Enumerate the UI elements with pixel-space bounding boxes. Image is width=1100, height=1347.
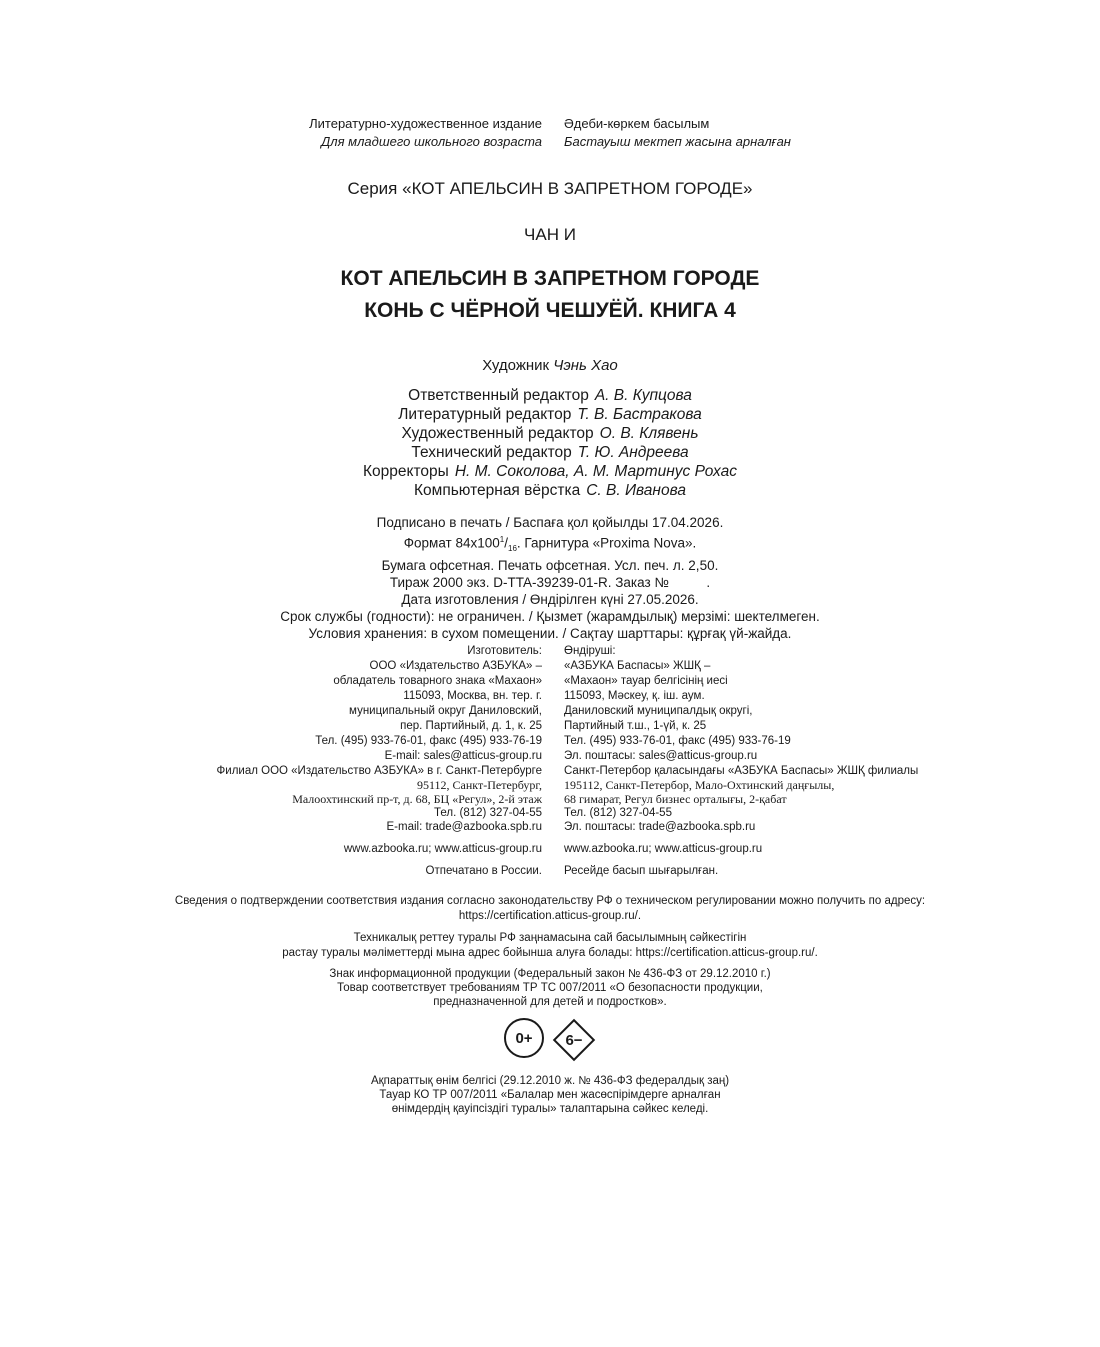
storage-conditions: Условия хранения: в сухом помещении. / Сақтау шарттары: құрғақ үй-жайда. bbox=[308, 626, 792, 642]
email-line: E-mail: sales@atticus-group.ru bbox=[384, 750, 542, 762]
credit-role: Компьютерная вёрстка bbox=[414, 482, 581, 499]
paper-line: Бумага офсетная. Печать офсетная. Усл. печ. л. 2,50. bbox=[381, 558, 719, 574]
websites-block bbox=[0, 842, 1100, 857]
credit-line bbox=[0, 424, 1100, 443]
address-line: 68 гимарат, Регул бизнес орталығы, 2-қабат bbox=[564, 792, 787, 806]
run-line: Тираж 2000 экз. D-TTA-39239-01-R. Заказ № . bbox=[389, 575, 711, 591]
sign-text: Тауар КО ТР 007/2011 «Балалар мен жасөспірімдерге арналған bbox=[379, 1089, 721, 1101]
address-line: Филиал ООО «Издательство АЗБУКА» в г. Санкт-Петербурге bbox=[216, 765, 542, 777]
address-line: Даниловский муниципалдық округі, bbox=[564, 705, 753, 717]
manufacturer-ru bbox=[0, 644, 564, 764]
address-line: Изготовитель: bbox=[467, 645, 542, 657]
format-suffix: . Гарнитура «Proxima Nova». bbox=[516, 535, 697, 551]
email-line: E-mail: trade@azbooka.spb.ru bbox=[386, 821, 542, 833]
address-line: Тел. (495) 933-76-01, факс (495) 933-76-19 bbox=[315, 735, 542, 747]
address-line: муниципальный округ Даниловский, bbox=[349, 705, 542, 717]
credit-name: С. В. Иванова bbox=[586, 482, 686, 499]
certification-kz bbox=[0, 931, 1100, 960]
manufacturer-kz bbox=[564, 644, 1100, 764]
credit-role: Корректоры bbox=[363, 463, 449, 480]
credit-role: Литературный редактор bbox=[398, 406, 572, 423]
book-title bbox=[0, 263, 1100, 327]
age-rating-circle-icon bbox=[504, 1018, 544, 1058]
certification-ru bbox=[0, 894, 1100, 923]
credit-line bbox=[0, 481, 1100, 500]
address-line: ООО «Издательство АЗБУКА» – bbox=[369, 660, 542, 672]
email-line: Эл. поштасы: sales@atticus-group.ru bbox=[564, 750, 758, 762]
address-line: пер. Партийный, д. 1, к. 25 bbox=[400, 720, 542, 732]
address-line: Тел. (495) 933-76-01, факс (495) 933-76-19 bbox=[564, 735, 791, 747]
edition-type-block bbox=[0, 115, 1100, 151]
service-life: Срок службы (годности): не ограничен. / Қызмет (жарамдылық) мерзімі: шектелмеген. bbox=[280, 609, 820, 625]
info-sign-ru bbox=[0, 967, 1100, 1009]
edition-type-line: Литературно-художественное издание bbox=[309, 116, 542, 131]
address-line: Санкт-Петербор қаласындағы «АЗБУКА Баспасы» ЖШҚ филиалы bbox=[564, 765, 919, 777]
phone-line: Тел. (812) 327-04-55 bbox=[434, 807, 542, 819]
website-link[interactable]: www.azbooka.ru; www.atticus-group.ru bbox=[343, 843, 542, 855]
credit-name: Чэнь Хао bbox=[553, 357, 618, 374]
sign-text: предназначенной для детей и подростков». bbox=[433, 996, 667, 1008]
credit-line bbox=[0, 462, 1100, 481]
cert-text: растау туралы мәліметтерді мына адрес бойынша алуға болады: https://certification.atticus-group.ru/. bbox=[282, 946, 818, 959]
edition-type-ru bbox=[0, 115, 564, 151]
printed-in-block bbox=[0, 864, 1100, 879]
cert-link[interactable]: https://certification.atticus-group.ru/. bbox=[458, 909, 642, 922]
credit-line bbox=[0, 443, 1100, 462]
format-line bbox=[0, 531, 1100, 557]
age-rating-label: 6− bbox=[565, 1031, 583, 1049]
edition-type-kz bbox=[564, 115, 1100, 151]
cert-text: Сведения о подтверждении соответствия издания согласно законодательству РФ о техническом регулировании можно получить по адресу: bbox=[174, 895, 926, 907]
age-group-line: Бастауыш мектеп жасына арналған bbox=[564, 134, 791, 149]
credit-name: Н. М. Соколова, А. М. Мартинус Рохас bbox=[454, 463, 737, 480]
address-line: 115093, Мәскеу, қ. іш. аум. bbox=[564, 690, 705, 702]
address-line: Өндіруші: bbox=[564, 645, 616, 657]
credit-name: О. В. Клявень bbox=[599, 425, 699, 442]
signed-date: Подписано в печать / Баспаға қол қойылды 17.04.2026. bbox=[376, 515, 724, 530]
format-numerator: 1 bbox=[499, 535, 505, 544]
credit-line bbox=[0, 405, 1100, 424]
printed-in: Ресейде басып шығарылған. bbox=[564, 865, 719, 877]
credit-role: Художественный редактор bbox=[401, 425, 594, 442]
sign-text: Знак информационной продукции (Федеральный закон № 436-ФЗ от 29.12.2010 г.) bbox=[329, 968, 771, 980]
print-info bbox=[0, 514, 1100, 642]
address-line: 95112, Санкт-Петербург, bbox=[417, 778, 542, 792]
credit-line bbox=[0, 386, 1100, 405]
age-rating-diamond-icon bbox=[552, 1018, 596, 1062]
edition-type-line: Әдеби-көркем басылым bbox=[564, 116, 710, 131]
author-name: ЧАН И bbox=[524, 225, 576, 244]
phone-line: Тел. (812) 327-04-55 bbox=[564, 807, 672, 819]
sign-text: өнімдердің қауіпсіздігі туралы» талаптарына сәйкес келеді. bbox=[391, 1103, 709, 1115]
title-line: КОТ АПЕЛЬСИН В ЗАПРЕТНОМ ГОРОДЕ bbox=[340, 267, 760, 290]
illustrator-credit bbox=[0, 356, 1100, 376]
sign-text: Ақпараттық өнім белгісі (29.12.2010 ж. № 436-ФЗ федералдық заң) bbox=[370, 1075, 730, 1087]
credit-name: А. В. Купцова bbox=[594, 387, 692, 404]
address-line: «Махаон» тауар белгісінің иесі bbox=[564, 675, 728, 687]
branch-block bbox=[0, 764, 1100, 834]
email-line: Эл. поштасы: trade@azbooka.spb.ru bbox=[564, 821, 756, 833]
address-line: «АЗБУКА Баспасы» ЖШҚ – bbox=[564, 660, 711, 672]
age-group-line: Для младшего школьного возраста bbox=[321, 134, 542, 149]
format-denominator: 16 bbox=[508, 544, 517, 554]
credit-role: Художник bbox=[482, 357, 550, 374]
age-rating-label: 0+ bbox=[515, 1029, 533, 1047]
manufacturer-block bbox=[0, 644, 1100, 764]
age-badges bbox=[0, 1018, 1100, 1062]
info-sign-kz bbox=[0, 1074, 1100, 1116]
format-prefix: Формат 84x100 bbox=[403, 535, 500, 551]
branch-kz bbox=[564, 764, 1100, 834]
sign-text: Товар соответствует требованиям ТР ТС 007/2011 «О безопасности продукции, bbox=[337, 982, 763, 994]
address-line: Партийный т.ш., 1-үй, к. 25 bbox=[564, 720, 707, 732]
format-slash: / bbox=[504, 535, 508, 551]
cert-text: Техникалық реттеу туралы РФ заңнамасына сай басылымның сәйкестігін bbox=[353, 932, 747, 944]
subtitle-line: КОНЬ С ЧЁРНОЙ ЧЕШУЁЙ. КНИГА 4 bbox=[364, 299, 736, 322]
branch-ru bbox=[0, 764, 564, 834]
address-line: обладатель товарного знака «Махаон» bbox=[333, 675, 542, 687]
address-line: Малоохтинский пр-т, д. 68, БЦ «Регул», 2-й этаж bbox=[292, 792, 542, 806]
series-name: Серия «КОТ АПЕЛЬСИН В ЗАПРЕТНОМ ГОРОДЕ» bbox=[347, 179, 753, 198]
printed-in: Отпечатано в России. bbox=[425, 865, 542, 877]
credit-name: Т. В. Бастракова bbox=[577, 406, 702, 423]
address-line: 115093, Москва, вн. тер. г. bbox=[403, 690, 542, 702]
staff-credits bbox=[0, 386, 1100, 500]
website-link[interactable]: www.azbooka.ru; www.atticus-group.ru bbox=[564, 843, 763, 855]
manufacture-date: Дата изготовления / Өндірілген күні 27.05.2026. bbox=[401, 592, 699, 608]
address-line: 195112, Санкт-Петербор, Мало-Охтинский даңғылы, bbox=[564, 778, 835, 792]
credit-role: Технический редактор bbox=[411, 444, 572, 461]
credit-role: Ответственный редактор bbox=[408, 387, 589, 404]
credit-name: Т. Ю. Андреева bbox=[577, 444, 689, 461]
